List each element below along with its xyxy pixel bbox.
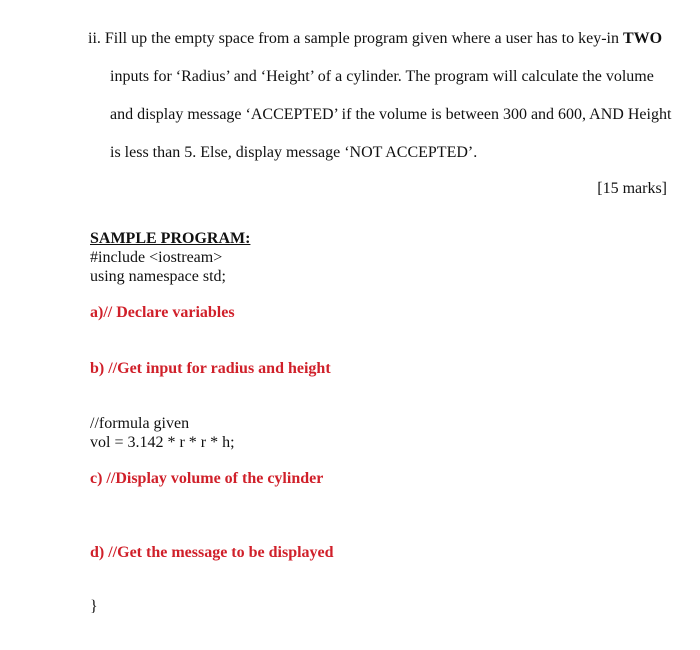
question-line-1	[88, 30, 662, 48]
step-d-display-message: d) //Get the message to be displayed	[90, 544, 334, 561]
step-c-display-volume: c) //Display volume of the cylinder	[90, 470, 324, 487]
closing-brace: }	[90, 598, 98, 615]
formula-comment: //formula given	[90, 415, 190, 432]
question-line-3: and display message ‘ACCEPTED’ if the volume is between 300 and 600, AND Height	[110, 106, 672, 123]
step-b-get-input: b) //Get input for radius and height	[90, 360, 331, 377]
include-line: #include <iostream>	[90, 249, 223, 266]
question-emphasis: TWO	[622, 30, 663, 47]
question-number: ii.	[88, 30, 101, 47]
using-namespace-line: using namespace std;	[90, 268, 226, 285]
step-a-declare-variables: a)// Declare variables	[90, 304, 235, 321]
sample-program-title: SAMPLE PROGRAM:	[90, 230, 251, 247]
marks-label: [15 marks]	[597, 180, 667, 197]
formula-line: vol = 3.142 * r * r * h;	[90, 434, 235, 451]
question-text-1: Fill up the empty space from a sample program given where a user has to key-in	[104, 30, 623, 47]
question-line-2: inputs for ‘Radius’ and ‘Height’ of a cylinder. The program will calculate the volume	[110, 68, 654, 85]
question-line-4: is less than 5. Else, display message ‘NOT ACCEPTED’.	[110, 144, 478, 161]
